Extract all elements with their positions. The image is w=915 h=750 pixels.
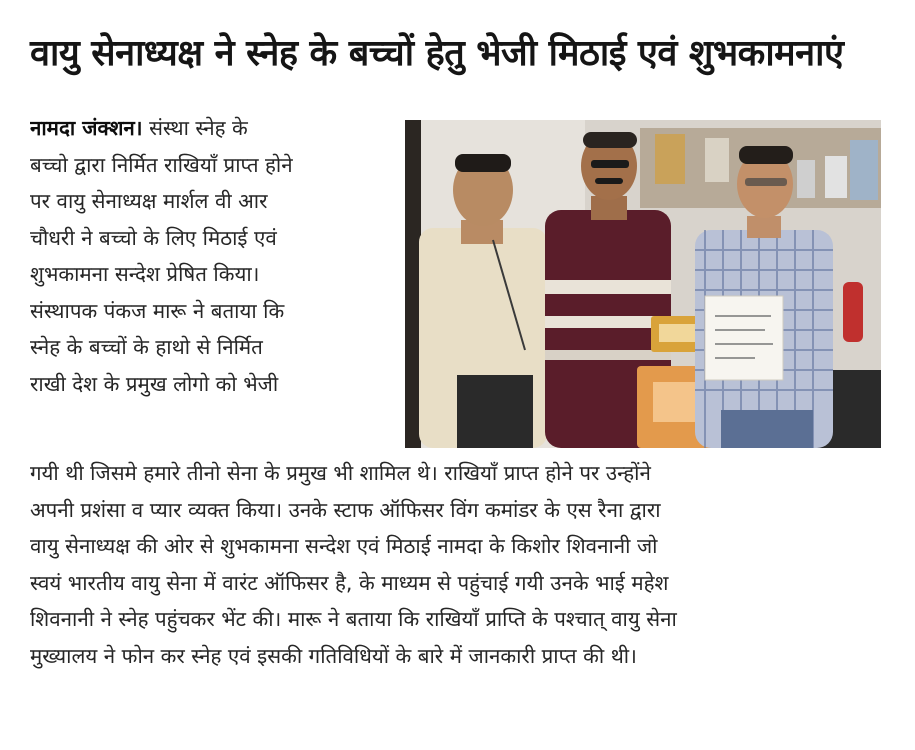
full-line-6: मुख्यालय ने फोन कर स्नेह एवं इसकी गतिविधियों के बारे में जानकारी प्राप्त की थी। — [30, 643, 637, 668]
column-line-5: शुभकामना सन्देश प्रेषित किया। — [30, 262, 260, 286]
full-line-5: शिवनानी ने स्नेह पहुंचकर भेंट की। मारू ने बताया कि राखियाँ प्राप्ति के पश्चात् वायु सेना — [30, 607, 677, 631]
column-line-2: बच्चो द्वारा निर्मित राखियाँ प्राप्त होने — [30, 152, 293, 177]
column-line-4: चौधरी ने बच्चो के लिए मिठाई एवं — [30, 225, 277, 250]
column-line-1 — [30, 110, 382, 147]
full-line-1: गयी थी जिसमे हमारे तीनो सेना के प्रमुख भी शामिल थे। राखियाँ प्राप्त होने पर उन्होंने — [30, 461, 651, 485]
column-line-7: स्नेह के बच्चों के हाथो से निर्मित — [30, 335, 263, 359]
article-headline: वायु सेनाध्यक्ष ने स्नेह के बच्चों हेतु भेजी मिठाई एवं शुभकामनाएं — [30, 33, 844, 74]
full-line-2: अपनी प्रशंसा व प्यार व्यक्त किया। उनके स्टाफ ऑफिसर विंग कमांडर के एस रैना द्वारा — [30, 497, 661, 522]
column-line-8: राखी देश के प्रमुख लोगो को भेजी — [30, 371, 279, 396]
dateline: नामदा जंक्शन। — [30, 116, 143, 140]
column-line-1-text: संस्था स्नेह के — [149, 116, 248, 140]
full-line-4: स्वयं भारतीय वायु सेना में वारंट ऑफिसर है, के माध्यम से पहुंचाई गयी उनके भाई महेश — [30, 570, 669, 595]
column-line-6: संस्थापक पंकज मारू ने बताया कि — [30, 298, 285, 323]
article-photo — [405, 120, 881, 448]
full-line-3: वायु सेनाध्यक्ष की ओर से शुभकामना सन्देश एवं मिठाई नामदा के किशोर शिवनानी जो — [30, 534, 658, 558]
article-full-width-text — [30, 455, 890, 674]
column-line-3: पर वायु सेनाध्यक्ष मार्शल वी आर — [30, 189, 268, 213]
photo-illustration — [405, 120, 881, 448]
article-column-text — [30, 110, 382, 402]
